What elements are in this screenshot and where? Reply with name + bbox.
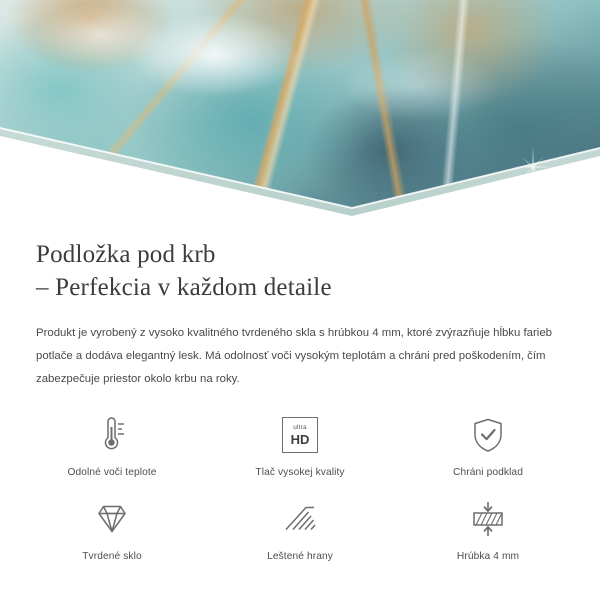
- shield-check-icon: [460, 412, 516, 458]
- thermometer-icon: [84, 412, 140, 458]
- feature-label: Tlač vysokej kvality: [255, 467, 345, 479]
- page-title: [36, 238, 564, 304]
- feature-item: [18, 412, 206, 478]
- feature-item: [394, 496, 582, 562]
- feature-label: Tvrdené sklo: [82, 551, 142, 563]
- description-paragraph: Produkt je vyrobený z vysoko kvalitného tvrdeného skla s hrúbkou 4 mm, ktoré zvýrazňuje hĺbku farieb potlače a dodáva elegantný lesk. Má odolnosť voči vysokým teplotám a chráni pred poškodením, čím zabezpečuje priestor okolo krbu na roky.: [36, 327, 552, 385]
- feature-item: [206, 412, 394, 478]
- sparkle-ray-horizontal: [536, 189, 562, 190]
- feature-label: Chráni podklad: [453, 467, 523, 479]
- thickness-arrows-icon: [460, 496, 516, 542]
- diamond-icon: [84, 496, 140, 542]
- feature-grid: [0, 412, 600, 562]
- title-line-1: Podložka pod krb: [36, 241, 216, 268]
- sparkle-ray-diagonal-2: [542, 182, 557, 197]
- white-highlight-overlay: [0, 0, 600, 210]
- description-section: [0, 222, 600, 390]
- feature-label: Odolné voči teplote: [67, 467, 157, 479]
- polished-edges-icon: [272, 496, 328, 542]
- feature-item: [206, 496, 394, 562]
- sparkle-ray-vertical: [549, 176, 550, 202]
- sparkle-ray-diagonal-1: [542, 182, 557, 197]
- feature-item: [394, 412, 582, 478]
- feature-item: [18, 496, 206, 562]
- hero-image: [0, 0, 600, 222]
- feature-label: Leštené hrany: [267, 551, 333, 563]
- badge-top-text: ultra: [293, 424, 307, 432]
- ultra-hd-badge-icon: [272, 412, 328, 458]
- title-line-2: – Perfekcia v každom detaile: [36, 274, 332, 301]
- badge-bottom-text: HD: [290, 431, 310, 447]
- feature-label: Hrúbka 4 mm: [456, 551, 520, 563]
- sparkle-icon: [536, 176, 562, 202]
